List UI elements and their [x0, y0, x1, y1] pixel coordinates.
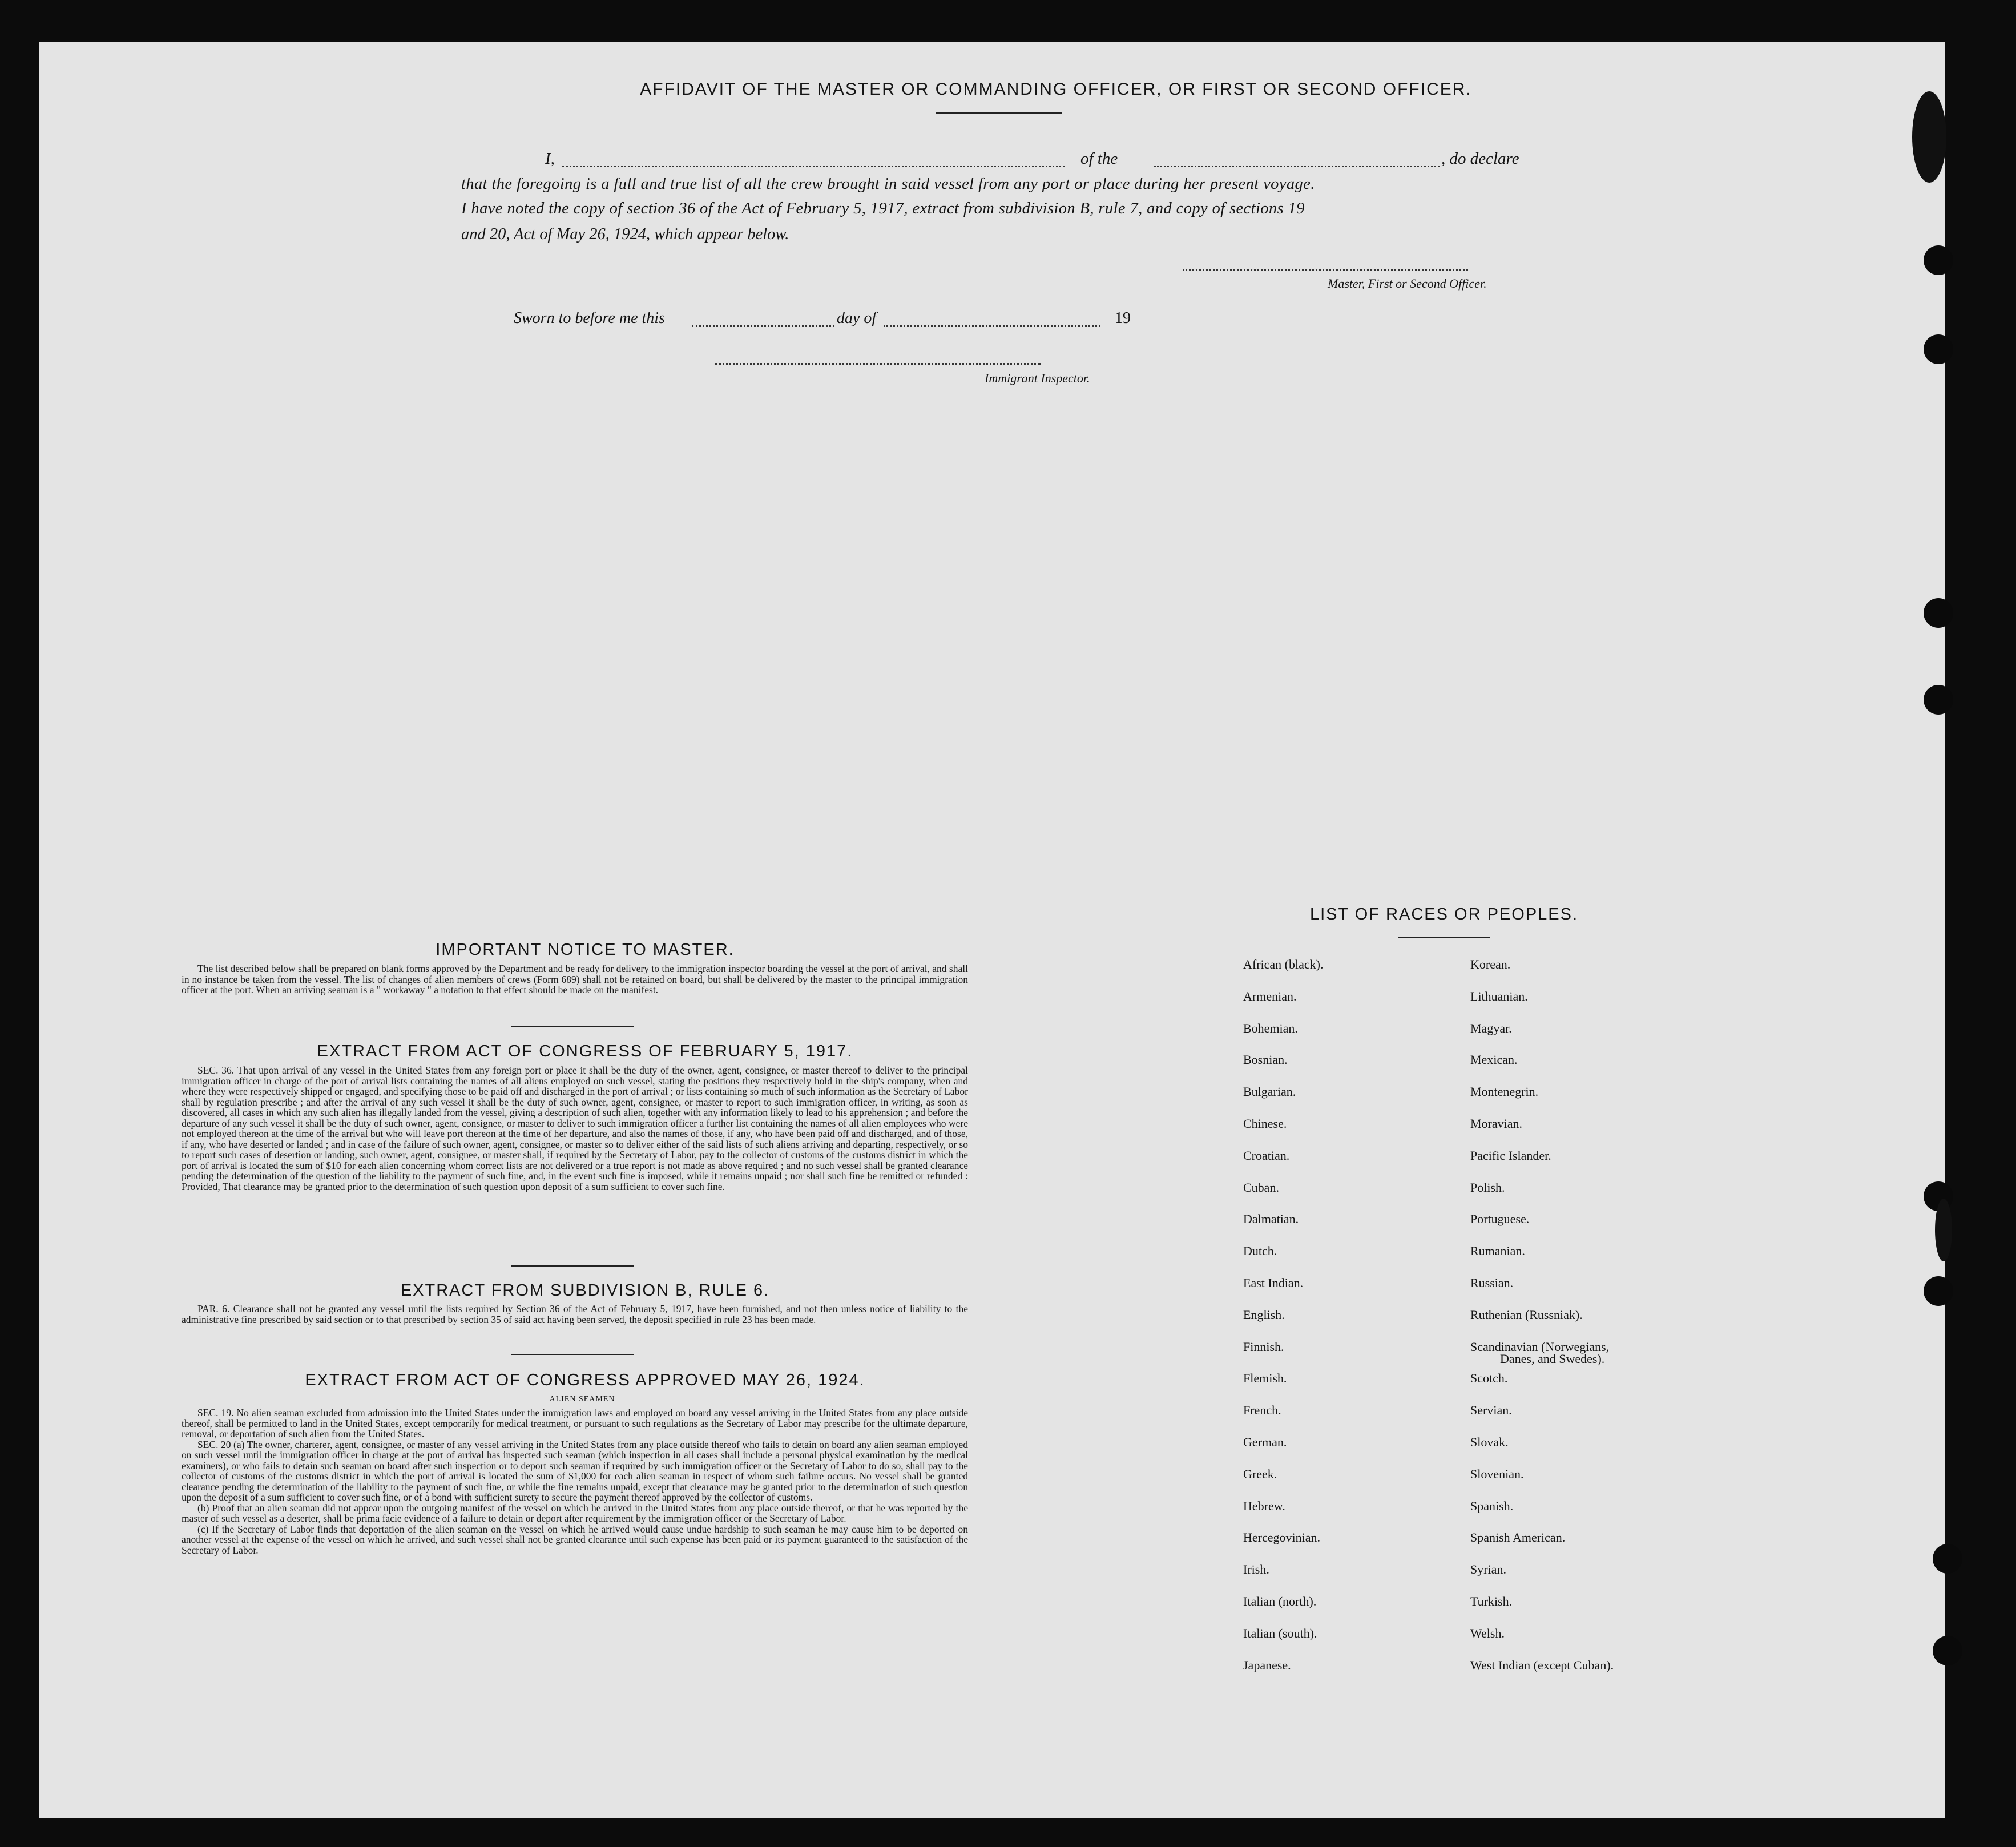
section-divider — [511, 1026, 634, 1027]
race-item: Moravian. — [1470, 1116, 1523, 1131]
punch-hole — [1933, 1544, 1962, 1574]
affidavit-line-1-mid: of the — [1080, 150, 1118, 168]
race-item: Armenian. — [1243, 989, 1297, 1003]
race-item: Ruthenian (Russniak). — [1470, 1307, 1583, 1322]
extract-1917-heading: EXTRACT FROM ACT OF CONGRESS OF FEBRUARY 5, 1917. — [317, 1042, 853, 1060]
extract-1924-text — [182, 1408, 968, 1555]
race-item: Korean. — [1470, 957, 1511, 971]
inspector-label: Immigrant Inspector. — [985, 371, 1090, 385]
punch-hole — [1933, 1636, 1962, 1665]
race-item: Hercegovinian. — [1243, 1530, 1320, 1545]
race-item: Dutch. — [1243, 1244, 1277, 1259]
extract-1924-paragraph: (c) If the Secretary of Labor finds that deportation of the alien seaman on the vessel on which he arrived would cause undue hardship to such seaman he may cause him to be deported on another vessel at the expense of the vessel on which he arrived, and such vessel shall not be granted clearance until such expense has been paid or its payment guaranteed to the satisfaction of the Secretary of Labor. — [182, 1523, 968, 1556]
race-item: Syrian. — [1470, 1562, 1506, 1577]
race-item: Croatian. — [1243, 1148, 1290, 1163]
extract-rule6-text — [182, 1304, 968, 1325]
affidavit-line-4: and 20, Act of May 26, 1924, which appear below. — [461, 225, 789, 243]
race-item: Japanese. — [1243, 1658, 1291, 1672]
punch-hole — [1924, 245, 1953, 275]
race-item: East Indian. — [1243, 1276, 1304, 1290]
race-item: Spanish. — [1470, 1498, 1514, 1513]
section-divider — [511, 1354, 634, 1355]
vessel-blank[interactable] — [1154, 166, 1440, 167]
notice-heading: IMPORTANT NOTICE TO MASTER. — [436, 941, 735, 959]
extract-1924-heading: EXTRACT FROM ACT OF CONGRESS APPROVED MAY 26, 1924. — [305, 1371, 865, 1389]
race-item: Portuguese. — [1470, 1212, 1530, 1227]
punch-hole — [1924, 334, 1953, 364]
punch-hole — [1924, 598, 1953, 628]
race-item: Slovak. — [1470, 1435, 1509, 1449]
race-item: Spanish American. — [1470, 1530, 1566, 1545]
extract-1924-paragraph: (b) Proof that an alien seaman did not appear upon the outgoing manifest of the vessel on which he arrived in the United States from any place outside thereof, or that he was reported by the master of such vessel as a deserter, shall be prima facie evidence of a failure to detain or deport after requirement by the immigration officer or the Secretary of Labor. — [182, 1502, 968, 1524]
race-item: Lithuanian. — [1470, 989, 1528, 1003]
races-heading-underline — [1398, 937, 1490, 938]
notice-paragraph: The list described below shall be prepared on blank forms approved by the Department and be ready for delivery to the immigration inspector boarding the vessel at the port of arrival, and shall in no instance be taken from the vessel. The list of changes of alien members of crews (Form 689) shall not be retained on board, but shall be delivered by the master to the principal immigration officer at the port. When an arriving seaman is a " workaway " a notation to that effect should be made on the manifest. — [182, 963, 968, 995]
race-item-continuation: Danes, and Swedes). — [1500, 1352, 1605, 1366]
extract-1917-text — [182, 1065, 968, 1192]
sworn-line-mid: day of — [837, 309, 877, 327]
race-item: Bosnian. — [1243, 1052, 1288, 1067]
race-item: Russian. — [1470, 1276, 1514, 1290]
affidavit-line-1-start: I, — [545, 150, 555, 168]
sworn-line-start: Sworn to before me this — [514, 309, 665, 327]
race-item: Welsh. — [1470, 1626, 1505, 1640]
race-item: Bulgarian. — [1243, 1084, 1296, 1099]
extract-rule6-heading: EXTRACT FROM SUBDIVISION B, RULE 6. — [400, 1281, 770, 1300]
affidavit-heading: AFFIDAVIT OF THE MASTER OR COMMANDING OFFICER, OR FIRST OR SECOND OFFICER. — [640, 80, 1472, 99]
race-item: Servian. — [1470, 1403, 1512, 1418]
race-item: Slovenian. — [1470, 1466, 1524, 1481]
punch-hole — [1924, 1276, 1953, 1306]
section-divider — [511, 1265, 634, 1267]
extract-1917-paragraph: SEC. 36. That upon arrival of any vessel in the United States from any foreign port or place it shall be the duty of the owner, agent, consignee, or master thereof to deliver to the principal immigration officer in charge of the port of arrival lists containing the names of all aliens employed on such vessel, stating the positions they respectively hold in the ship's company, when and where they were respectively shipped or engaged, and specifying those to be paid off and discharged in the port of arrival ; or lists containing so much of such information as the Secretary of Labor shall by regulation prescribe ; and after the arrival of any such vessel it shall be the duty of such owner, agent, consignee, or master to report to such immigration officer, in writing, as soon as discovered, all cases in which any such alien has illegally landed from the vessel, giving a description of such alien, together with any information likely to lead to his apprehension ; and before the departure of any such vessel it shall be the duty of such owner, agent, consignee, or master to deliver to such immigration officer a further list containing the names of all alien employees who were not employed thereon at the time of the arrival but who will leave port thereon at the time of her departure, and also the names of those, if any, who have been paid off and discharged, and of those, if any, who have deserted or landed ; and in case of the failure of such owner, agent, consignee, or master so to deliver either of the said lists of such aliens arriving and departing, respectively, or so to report such cases of desertion or landing, such owner, agent, consignee, or master shall, if required by the Secretary of Labor, pay to the collector of customs of the customs district in which the port of arrival is located the sum of $10 for each alien concerning whom correct lists are not delivered or a true report is not made as above required ; and no such vessel shall be granted clearance pending the determination of the question of the liability to the payment of such fine, and, in the event such fine is imposed, while it remains unpaid ; nor shall such fine be remitted or refunded : Provided, That clearance may be granted prior to the determination of such question upon deposit of a sum sufficient to cover such fine. — [182, 1064, 968, 1192]
torn-edge-mark — [1935, 1199, 1952, 1261]
name-blank[interactable] — [562, 166, 1065, 167]
extract-1924-paragraph: SEC. 19. No alien seaman excluded from admission into the United States under the immigration laws and employed on board any vessel arriving in the United States from any place outside thereof, shall be permitted to land in the United States, except temporarily for medical treatment, or pursuant to such regulations as the Secretary of Labor may prescribe for the ultimate departure, removal, or deportation of such alien from the United States. — [182, 1407, 968, 1439]
race-item: Greek. — [1243, 1466, 1277, 1481]
notice-text — [182, 963, 968, 995]
affidavit-line-3: I have noted the copy of section 36 of the Act of February 5, 1917, extract from subdivision B, rule 7, and copy of sections 19 — [461, 200, 1305, 217]
race-item: African (black). — [1243, 957, 1324, 971]
race-item: Finnish. — [1243, 1339, 1284, 1354]
race-item: Hebrew. — [1243, 1498, 1285, 1513]
race-item: Rumanian. — [1470, 1244, 1525, 1259]
punch-hole — [1924, 685, 1953, 715]
race-item: German. — [1243, 1435, 1287, 1449]
extract-1924-paragraph: SEC. 20 (a) The owner, charterer, agent, consignee, or master of any vessel arriving in the United States from any place outside thereof who fails to detain on board any alien seaman employed on such vessel until the immigration officer in charge at the port of arrival has inspected such seaman (which inspection in all cases shall include a personal physical examination by the medical examiners), or who fails to detain such seaman on board after such inspection or to deport such seaman if required by such immigration officer or the Secretary of Labor to do so, shall pay to the collector of customs of the customs district in which the port of arrival is located the sum of $1,000 for each alien seaman in respect of whom such failure occurs. No vessel shall be granted clearance pending the determination of the liability to the payment of such fine, or while the fine remains unpaid, except that clearance may be granted prior to the determination of such question upon the deposit of a sum sufficient to cover such fine, or of a bond with sufficient surety to secure the payment thereof approved by the collector of customs. — [182, 1438, 968, 1503]
race-item: Italian (south). — [1243, 1626, 1317, 1640]
alien-seamen-subheading: ALIEN SEAMEN — [549, 1395, 615, 1404]
heading-underline — [936, 112, 1062, 114]
race-item: Polish. — [1470, 1180, 1505, 1195]
sworn-day-blank[interactable] — [692, 325, 834, 327]
race-item: Turkish. — [1470, 1594, 1513, 1608]
race-item: West Indian (except Cuban). — [1470, 1658, 1614, 1672]
extract-rule6-paragraph: PAR. 6. Clearance shall not be granted any vessel until the lists required by Section 36 of the Act of February 5, 1917, have been furnished, and not then unless notice of liability to the administrative fine prescribed by said section or to that prescribed by section 35 of said act having been served, the deposit specified in rule 23 has been made. — [182, 1303, 968, 1325]
race-item: Magyar. — [1470, 1021, 1512, 1035]
race-item: French. — [1243, 1403, 1281, 1418]
race-item: Bohemian. — [1243, 1021, 1298, 1035]
race-item: Irish. — [1243, 1562, 1269, 1577]
affidavit-line-1-end: , do declare — [1441, 150, 1519, 168]
race-item: Dalmatian. — [1243, 1212, 1299, 1227]
master-signature-label: Master, First or Second Officer. — [1328, 276, 1487, 291]
race-item: Cuban. — [1243, 1180, 1279, 1195]
race-item: Montenegrin. — [1470, 1084, 1539, 1099]
inspector-signature-blank[interactable] — [715, 363, 1041, 365]
race-item: Scotch. — [1470, 1371, 1508, 1386]
race-item: English. — [1243, 1307, 1285, 1322]
race-item: Mexican. — [1470, 1052, 1518, 1067]
sworn-month-blank[interactable] — [884, 325, 1100, 327]
race-item: Pacific Islander. — [1470, 1148, 1551, 1163]
torn-edge-mark — [1912, 91, 1946, 183]
affidavit-line-2: that the foregoing is a full and true list of all the crew brought in said vessel from any port or place during her present voyage. — [461, 175, 1315, 193]
sworn-year: 19 — [1115, 309, 1131, 327]
master-signature-blank[interactable] — [1183, 269, 1468, 271]
race-item: Scandinavian (Norwegians, — [1470, 1339, 1610, 1354]
races-heading: LIST OF RACES OR PEOPLES. — [1309, 905, 1579, 924]
race-item: Italian (north). — [1243, 1594, 1317, 1608]
race-item: Chinese. — [1243, 1116, 1287, 1131]
race-item: Flemish. — [1243, 1371, 1287, 1386]
